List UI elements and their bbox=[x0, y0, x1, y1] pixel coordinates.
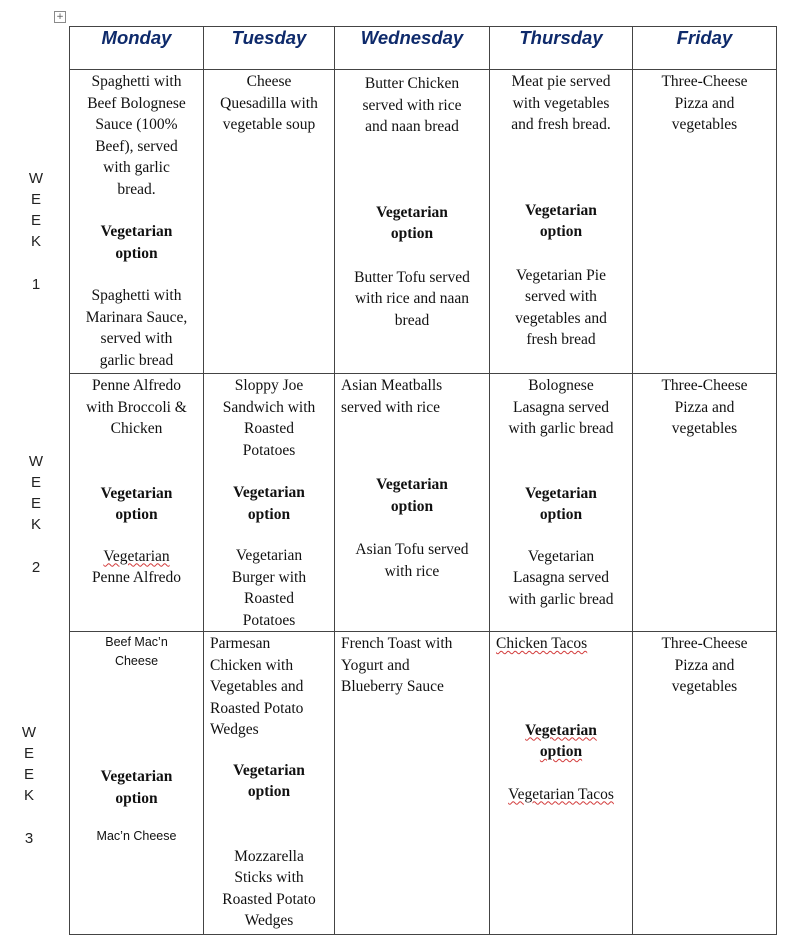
menu-cell-w2-wednesday[interactable] bbox=[335, 374, 490, 632]
week-letter: W bbox=[28, 170, 44, 187]
vegetarian-option-label: Vegetarian option bbox=[100, 484, 173, 523]
main-dish: Bolognese Lasagna served with garlic bread bbox=[508, 377, 614, 437]
vegetarian-dish: Vegetarian Tacos bbox=[508, 785, 614, 803]
main-dish: Parmesan Chicken with Vegetables and Roasted Potato Wedges bbox=[210, 635, 304, 738]
main-dish: Three-Cheese Pizza and vegetables bbox=[661, 635, 748, 695]
week-letter: E bbox=[23, 766, 34, 783]
week-letter: W bbox=[21, 724, 37, 741]
week-letter: E bbox=[30, 191, 41, 208]
menu-cell-w3-monday[interactable] bbox=[70, 632, 204, 935]
day-header-thursday: Thursday bbox=[490, 27, 633, 70]
week-number: 2 bbox=[31, 559, 41, 576]
vegetarian-option-label: Vegetarian option bbox=[376, 203, 448, 242]
main-dish: Asian Meatballs served with rice bbox=[341, 377, 443, 416]
main-dish: Beef Mac’n Cheese bbox=[105, 635, 168, 668]
week-letter: K bbox=[30, 233, 41, 250]
vegetarian-dish: Vegetarian Burger with Roasted Potatoes bbox=[231, 547, 307, 629]
week-letter: E bbox=[23, 745, 34, 762]
menu-cell-w2-tuesday[interactable] bbox=[204, 374, 335, 632]
vegetarian-option-label: Vegetarian option bbox=[100, 223, 173, 262]
day-header-friday: Friday bbox=[633, 27, 777, 70]
vegetarian-option-label: Vegetarian option bbox=[233, 484, 305, 523]
vegetarian-dish: Spaghetti with Marinara Sauce, served with garlic bread bbox=[85, 287, 188, 369]
menu-cell-w2-monday[interactable] bbox=[70, 374, 204, 632]
week-letter: W bbox=[28, 453, 44, 470]
vegetarian-dish: Mac’n Cheese bbox=[96, 829, 177, 843]
day-header-monday: Monday bbox=[70, 27, 204, 70]
main-dish: Cheese Quesadilla with vegetable soup bbox=[220, 73, 318, 133]
menu-cell-w2-friday[interactable] bbox=[633, 374, 777, 632]
week-letter: E bbox=[30, 212, 41, 229]
vegetarian-option-label: Vegetarian option bbox=[233, 761, 305, 800]
week-letter: K bbox=[30, 516, 41, 533]
vegetarian-option-label: Vegetarian option bbox=[525, 721, 597, 760]
vegetarian-dish: Vegetarian Penne Alfredo bbox=[91, 547, 182, 586]
vegetarian-option-label: Vegetarian option bbox=[376, 476, 448, 515]
menu-cell-w3-friday[interactable] bbox=[633, 632, 777, 935]
week-number: 3 bbox=[24, 830, 34, 847]
main-dish: Chicken Tacos bbox=[496, 635, 588, 652]
main-dish: Three-Cheese Pizza and vegetables bbox=[661, 73, 748, 133]
vegetarian-dish: Vegetarian Pie served with vegetables and fresh bread bbox=[515, 266, 607, 348]
main-dish: Meat pie served with vegetables and fresh bread. bbox=[511, 73, 611, 133]
main-dish: French Toast with Yogurt and Blueberry Sauce bbox=[341, 635, 453, 695]
vegetarian-option-label: Vegetarian option bbox=[525, 484, 597, 523]
week-1-label bbox=[24, 168, 48, 295]
main-dish: Penne Alfredo with Broccoli & Chicken bbox=[86, 377, 187, 437]
vegetarian-dish: Mozzarella Sticks with Roasted Potato Wedges bbox=[222, 847, 316, 929]
menu-cell-w1-tuesday[interactable] bbox=[204, 70, 335, 374]
menu-cell-w3-tuesday[interactable] bbox=[204, 632, 335, 935]
vegetarian-dish: Butter Tofu served with rice and naan bread bbox=[354, 268, 470, 329]
menu-cell-w1-wednesday[interactable] bbox=[335, 70, 490, 374]
menu-cell-w1-thursday[interactable] bbox=[490, 70, 633, 374]
vegetarian-option-label: Vegetarian option bbox=[525, 201, 597, 240]
menu-cell-w3-wednesday[interactable] bbox=[335, 632, 490, 935]
main-dish: Butter Chicken served with rice and naan bread bbox=[362, 75, 462, 135]
day-header-tuesday: Tuesday bbox=[204, 27, 335, 70]
menu-cell-w3-thursday[interactable] bbox=[490, 632, 633, 935]
week-letter: E bbox=[30, 474, 41, 491]
main-dish: Three-Cheese Pizza and vegetables bbox=[661, 377, 748, 437]
week-number: 1 bbox=[31, 276, 41, 293]
menu-cell-w1-friday[interactable] bbox=[633, 70, 777, 374]
week-letter: K bbox=[23, 787, 34, 804]
week-3-label bbox=[17, 722, 41, 849]
week-2-label bbox=[24, 451, 48, 578]
menu-cell-w2-thursday[interactable] bbox=[490, 374, 633, 632]
main-dish: Spaghetti with Beef Bolognese Sauce (100% Beef), served with garlic bread. bbox=[87, 73, 186, 198]
day-header-wednesday: Wednesday bbox=[335, 27, 490, 70]
main-dish: Sloppy Joe Sandwich with Roasted Potatoes bbox=[222, 377, 316, 459]
lunch-menu-table bbox=[69, 26, 777, 935]
vegetarian-dish: Vegetarian Lasagna served with garlic bread bbox=[508, 547, 614, 608]
table-move-handle-icon[interactable]: + bbox=[54, 11, 66, 23]
week-letter: E bbox=[30, 495, 41, 512]
vegetarian-dish: Asian Tofu served with rice bbox=[355, 541, 469, 580]
menu-cell-w1-monday[interactable] bbox=[70, 70, 204, 374]
vegetarian-option-label: Vegetarian option bbox=[100, 768, 173, 807]
